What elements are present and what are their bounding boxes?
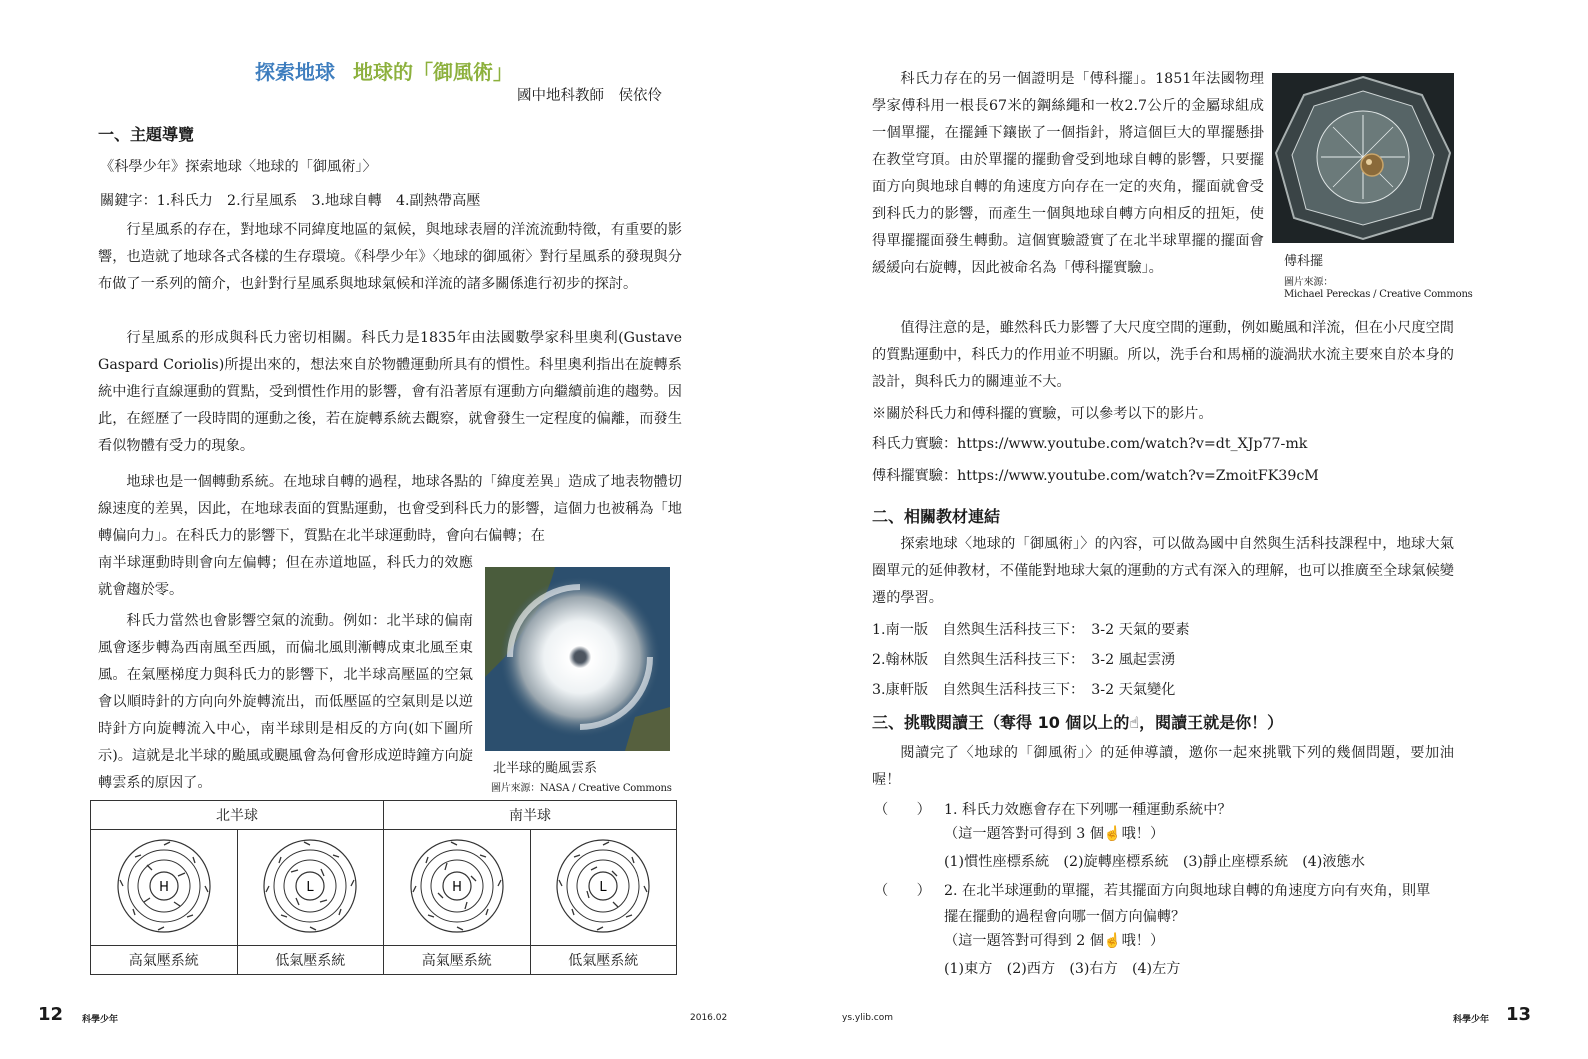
pressure-systems-table: [90, 800, 677, 975]
q2-text-cont: 擺在擺動的過程會向哪一個方向偏轉？: [944, 909, 1186, 925]
q2-score: [944, 930, 1164, 950]
typhoon-photo: [485, 567, 670, 751]
q2-score-text: （這一題答對可得到 2 個: [944, 933, 1104, 949]
paragraph-earth-rotation-tail: 南半球運動時則會向左偏轉；但在赤道地區，科氏力的效應就會趨於零。: [98, 555, 473, 598]
keywords-line: 關鍵字：1.科氏力 2.行星風系 3.地球自轉 4.副熱帶高壓: [100, 193, 481, 209]
hand-icon: ☝: [1103, 826, 1122, 842]
page-number-left: 12: [38, 1004, 64, 1025]
diagram-cell: [530, 830, 677, 946]
magazine-name-right: 科學少年: [1453, 1015, 1490, 1025]
intro-line: 《科學少年》探索地球〈地球的「御風術」〉: [100, 159, 377, 175]
title-series: 探索地球: [255, 60, 335, 84]
typhoon-credit: 圖片來源：NASA / Creative Commons: [491, 783, 672, 794]
north-high-diagram: [114, 836, 214, 936]
title-main: 地球的「御風術」: [353, 60, 513, 84]
video-link-coriolis[interactable]: 科氏力實驗：https://www.youtube.com/watch?v=dt_XJp77-mk: [872, 436, 1308, 452]
article-title: [255, 56, 513, 85]
diagram-label: 高氣壓系統: [91, 946, 238, 975]
magazine-name-left: 科學少年: [82, 1015, 119, 1025]
hand-icon: ☝: [1129, 713, 1140, 732]
site-url: ys.ylib.com: [842, 1013, 893, 1023]
pendulum-credit-label: 圖片來源：: [1284, 277, 1333, 288]
page-number-right: 13: [1506, 1004, 1532, 1025]
paragraph-coriolis-history: 行星風系的形成與科氏力密切相關。科氏力是1835年由法國數學家科里奧利(Gustave Gaspard Coriolis)所提出來的，想法來自於物體運動所具有的慣性。科里奧利指出在旋轉系統中進行直線運動的質點，受到慣性作用的影響，會有沿著原有運動方向繼續前進的趨勢。因此，在經歷了一段時間的運動之後，若在旋轉系統去觀察，就會發生一定程度的偏離，而發生看似物體有受力的現象。: [98, 330, 682, 454]
paragraph-challenge: 閱讀完了〈地球的「御風術」〉的延伸導讀，邀你一起來挑戰下列的幾個問題，要加油喔！: [872, 745, 1454, 788]
author-line: 國中地科教師 侯依伶: [517, 88, 662, 104]
section1-heading: 一、主題導覽: [98, 125, 195, 144]
pendulum-caption: 傅科擺: [1284, 254, 1324, 269]
video-link-foucault[interactable]: 傅科擺實驗：https://www.youtube.com/watch?v=ZmoitFK39cM: [872, 468, 1319, 484]
diagram-cell: [237, 830, 384, 946]
q1-answer-blank[interactable]: （ ）: [874, 802, 931, 818]
curriculum-link-nanyi: 1.南一版 自然與生活科技三下： 3-2 天氣的要素: [872, 622, 1190, 638]
south-low-diagram: [553, 836, 653, 936]
center-label: H: [451, 879, 462, 895]
curriculum-link-kangxuan: 3.康軒版 自然與生活科技三下： 3-2 天氣變化: [872, 682, 1176, 698]
diagram-label: 低氣壓系統: [530, 946, 677, 975]
section2-heading: 二、相關教材連結: [872, 507, 1001, 526]
paragraph-curriculum: 探索地球〈地球的「御風術」〉的內容，可以做為國中自然與生活科技課程中，地球大氣圈單元的延伸教材，不僅能對地球大氣的運動的方式有深入的理解，也可以推廣至全球氣候變遷的學習。: [872, 536, 1454, 606]
issue-date: 2016.02: [690, 1013, 728, 1023]
center-label: L: [306, 879, 314, 895]
paragraph-planetary-winds: 行星風系的存在，對地球不同緯度地區的氣候，與地球表層的洋流流動特徵，有重要的影響，也造就了地球各式各樣的生存環境。《科學少年》〈地球的御風術〉對行星風系的發現與分布做了一系列的簡介，也針對行星風系與地球氣候和洋流的諸多關係進行初步的探討。: [98, 222, 682, 292]
paragraph-small-scale: 值得注意的是，雖然科氏力影響了大尺度空間的運動，例如颱風和洋流，但在小尺度空間的質點運動中，科氏力的作用並不明顯。所以，洗手台和馬桶的漩渦狀水流主要來自於本身的設計，與科氏力的關連並不大。: [872, 320, 1454, 390]
center-label: H: [158, 879, 169, 895]
right-page: [794, 0, 1588, 1059]
diagram-cell: [91, 830, 238, 946]
curriculum-link-hanlin: 2.翰林版 自然與生活科技三下： 3-2 風起雲湧: [872, 652, 1176, 668]
video-note: ※關於科氏力和傅科擺的實驗，可以參考以下的影片。: [872, 406, 1213, 422]
q2-options: (1)東方 (2)西方 (3)右方 (4)左方: [944, 961, 1181, 977]
q1-text: 1. 科氏力效應會存在下列哪一種運動系統中？: [944, 802, 1232, 818]
south-hemisphere-header: 南半球: [384, 801, 677, 830]
section3-heading-text: 三、挑戰閱讀王（奪得 10 個以上的: [872, 713, 1130, 732]
north-hemisphere-header: 北半球: [91, 801, 384, 830]
diagram-label: 高氣壓系統: [384, 946, 531, 975]
q2-score-tail: 哦！）: [1121, 933, 1165, 949]
center-label: L: [599, 879, 607, 895]
north-low-diagram: [260, 836, 360, 936]
typhoon-caption: 北半球的颱風雲系: [493, 761, 598, 776]
q1-options: (1)慣性座標系統 (2)旋轉座標系統 (3)靜止座標系統 (4)液態水: [944, 854, 1365, 870]
section3-heading-tail: ，閱讀王就是你！）: [1139, 713, 1284, 732]
section3-heading: [872, 710, 1283, 733]
q1-score-text: （這一題答對可得到 3 個: [944, 826, 1104, 842]
paragraph-earth-rotation: 地球也是一個轉動系統。在地球自轉的過程，地球各點的「緯度差異」造成了地表物體切線速度的差異，因此，在地球表面的質點運動，也會受到科氏力的影響，這個力也被稱為「地轉偏向力」。在科氏力的影響下，質點在北半球運動時，會向右偏轉；在: [98, 474, 682, 544]
paragraph-air-flow: 科氏力當然也會影響空氣的流動。例如：北半球的偏南風會逐步轉為西南風至西風，而偏北風則漸轉成東北風至東風。在氣壓梯度力與科氏力的影響下，北半球高壓區的空氣會以順時針的方向向外旋轉流出，而低壓區的空氣則是以逆時針方向旋轉流入中心，南半球則是相反的方向(如下圖所示)。這就是北半球的颱風或颶風會為何會形成逆時鐘方向旋轉雲系的原因了。: [98, 613, 473, 791]
diagram-cell: [384, 830, 531, 946]
pendulum-credit: Michael Pereckas / Creative Commons: [1284, 289, 1473, 300]
south-high-diagram: [407, 836, 507, 936]
q1-score: [944, 823, 1164, 843]
paragraph-foucault: 科氏力存在的另一個證明是「傅科擺」。1851年法國物理學家傅科用一根長67米的鋼絲繩和一枚2.7公斤的金屬球組成一個單擺，在擺錘下鑲嵌了一個指針，將這個巨大的單擺懸掛在教堂穹頂。由於單擺的擺動會受到地球自轉的影響，只要擺面方向與地球自轉的角速度方向存在一定的夾角，擺面就會受到科氏力的影響，而產生一個與地球自轉方向相反的扭矩，使得單擺擺面發生轉動。這個實驗證實了在北半球單擺的擺面會緩緩向右旋轉，因此被命名為「傅科擺實驗」。: [872, 71, 1264, 276]
q2-text: 2. 在北半球運動的單擺，若其擺面方向與地球自轉的角速度方向有夾角，則單: [944, 883, 1431, 899]
q1-score-tail: 哦！）: [1121, 826, 1165, 842]
hand-icon: ☝: [1103, 933, 1122, 949]
q2-answer-blank[interactable]: （ ）: [874, 883, 931, 899]
diagram-label: 低氣壓系統: [237, 946, 384, 975]
foucault-pendulum-photo: [1272, 73, 1454, 243]
